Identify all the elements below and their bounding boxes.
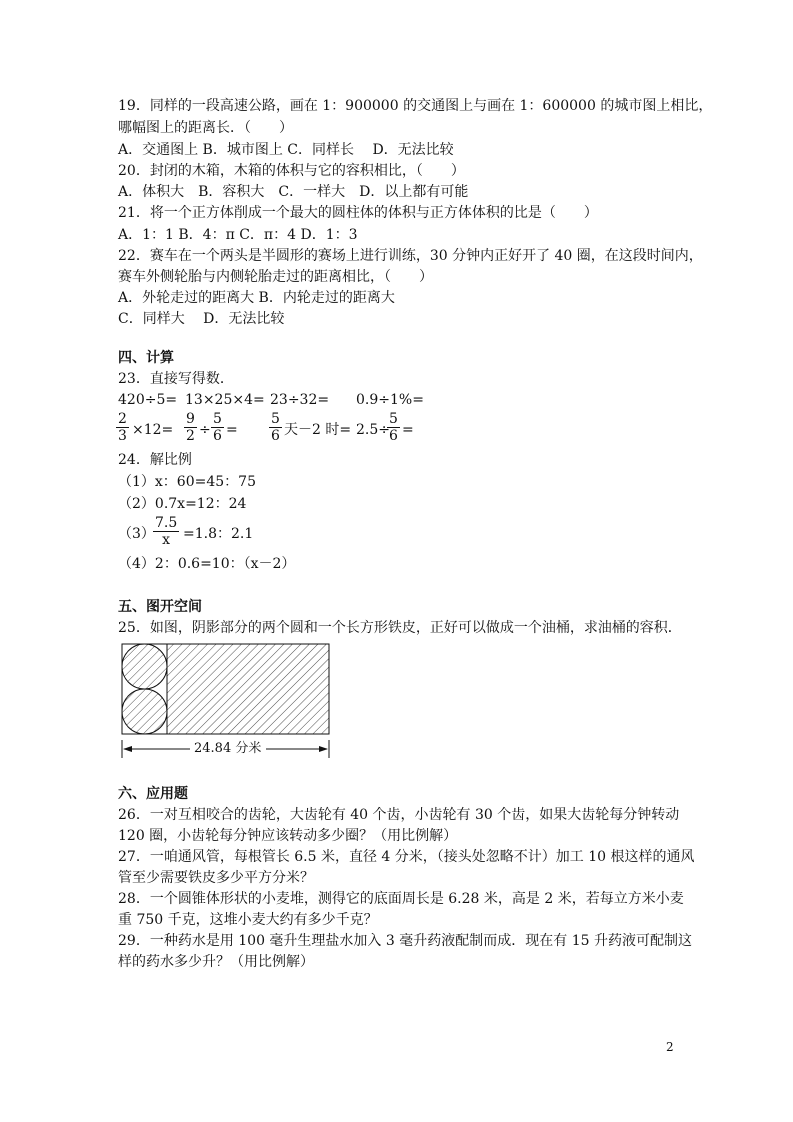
q26-line2: 120 圈，小齿轮每分钟应该转动多少圈？（用比例解） xyxy=(118,828,458,844)
q23-frac-c xyxy=(269,411,282,444)
q23-b-rest: = xyxy=(226,422,238,438)
shaded-circle-bottom xyxy=(122,689,167,734)
q23-frac-d-num: 5 xyxy=(389,411,398,427)
q23-frac-b2-num: 5 xyxy=(213,411,222,427)
q23-frac-b1 xyxy=(184,411,197,444)
q24-p4: （4）2：0.6=10：（x－2） xyxy=(118,556,296,572)
q27-line2: 管至少需要铁皮多少平方分米？ xyxy=(118,870,314,886)
q23-frac-a-den: 3 xyxy=(118,428,127,444)
q23-r1-c: 23÷32= xyxy=(270,392,330,408)
dim-arrow-right xyxy=(319,746,328,752)
q24-title: 24．解比例 xyxy=(118,452,192,468)
q29-line2: 样的药水多少升？（用比例解） xyxy=(118,954,314,970)
q27-line1: 27．一咱通风管，每根管长 6.5 米，直径 4 分米，（接头处忽略不计）加工 10 根这样的通风 xyxy=(118,849,695,865)
section-5-title: 五、图开空间 xyxy=(118,599,202,615)
q23-frac-b1-den: 2 xyxy=(186,428,195,444)
shaded-circle-top xyxy=(122,644,167,689)
q24-p2: （2）0.7x=12：24 xyxy=(118,496,247,512)
q24-p3-den: x xyxy=(162,532,171,548)
q23-frac-c-den: 6 xyxy=(271,428,280,444)
q23-d-rest: = xyxy=(402,422,414,438)
q23-b-op: ÷ xyxy=(199,422,211,438)
q23-r1-d: 0.9÷1%= xyxy=(356,392,424,408)
section-4-title: 四、计算 xyxy=(118,350,174,366)
q24-p3-num: 7.5 xyxy=(155,515,178,531)
q28-line2: 重 750 千克，这堆小麦大约有多少千克？ xyxy=(118,912,378,928)
q23-r1-b: 13×25×4= xyxy=(185,392,265,408)
q22-options2: C．同样大 D．无法比较 xyxy=(118,311,285,327)
q22-options1: A．外轮走过的距离大 B．内轮走过的距离大 xyxy=(118,290,395,306)
q20-line1: 20．封闭的木箱，木箱的体积与它的容积相比，（ ） xyxy=(118,163,465,179)
q25-text: 25．如图，阴影部分的两个圆和一个长方形铁皮，正好可以做成一个油桶，求油桶的容积． xyxy=(118,620,682,636)
q23-title: 23．直接写得数． xyxy=(118,371,234,387)
q25-dimension-label: 24.84 分米 xyxy=(194,741,262,756)
q20-options: A．体积大 B．容积大 C．一样大 D．以上都有可能 xyxy=(118,184,469,200)
q19-options: A．交通图上 B．城市图上 C．同样长 D．无法比较 xyxy=(118,142,454,158)
q23-a-rest: ×12= xyxy=(132,422,174,438)
q24-p3-rest: =1.8：2.1 xyxy=(183,526,254,542)
q23-frac-d-den: 6 xyxy=(389,428,398,444)
q29-line1: 29．一种药水是用 100 毫升生理盐水加入 3 毫升药液配制而成．现在有 15 升药液可配制这 xyxy=(118,933,692,949)
q23-frac-b2-den: 6 xyxy=(213,428,222,444)
shaded-rectangle xyxy=(167,644,329,734)
q23-frac-c-num: 5 xyxy=(271,411,280,427)
q19-line2: 哪幅图上的距离长．（ ） xyxy=(118,120,293,136)
q23-frac-d xyxy=(387,411,400,444)
q28-line1: 28．一个圆锥体形状的小麦堆，测得它的底面周长是 6.28 米，高是 2 米，若每立方米小麦 xyxy=(118,891,684,907)
q23-d-pre: 2.5÷ xyxy=(356,422,390,438)
q21-line1: 21．将一个正方体削成一个最大的圆柱体的体积与正方体体积的比是（ ） xyxy=(118,205,598,221)
q23-frac-a xyxy=(116,411,129,444)
q22-line1: 22．赛车在一个两头是半圆形的赛场上进行训练，30 分钟内正好开了 40 圈，在这段时间内， xyxy=(118,248,703,264)
section-6-title: 六、应用题 xyxy=(118,786,188,802)
q23-frac-a-num: 2 xyxy=(118,411,127,427)
q22-line2: 赛车外侧轮胎与内侧轮胎走过的距离相比，（ ） xyxy=(118,269,433,285)
q23-frac-b1-num: 9 xyxy=(186,411,195,427)
page-number: 2 xyxy=(666,1040,674,1054)
q23-r1-a: 420÷5= xyxy=(118,392,178,408)
q24-p3-frac xyxy=(153,515,179,548)
q19-line1: 19．同样的一段高速公路，画在 1：900000 的交通图上与画在 1：600000 的城市图上相比， xyxy=(118,98,713,114)
q24-p3-pre: （3） xyxy=(118,526,155,542)
q23-c-rest: 天－2 时= xyxy=(284,422,352,438)
q21-options: A．1：1 B．4：π C．π：4 D．1：3 xyxy=(118,227,358,243)
q23-frac-b2 xyxy=(211,411,224,444)
q24-p1: （1）x：60=45：75 xyxy=(118,474,256,490)
q26-line1: 26．一对互相咬合的齿轮，大齿轮有 40 个齿，小齿轮有 30 个齿，如果大齿轮每分钟转动 xyxy=(118,807,680,823)
dim-arrow-left xyxy=(123,746,132,752)
